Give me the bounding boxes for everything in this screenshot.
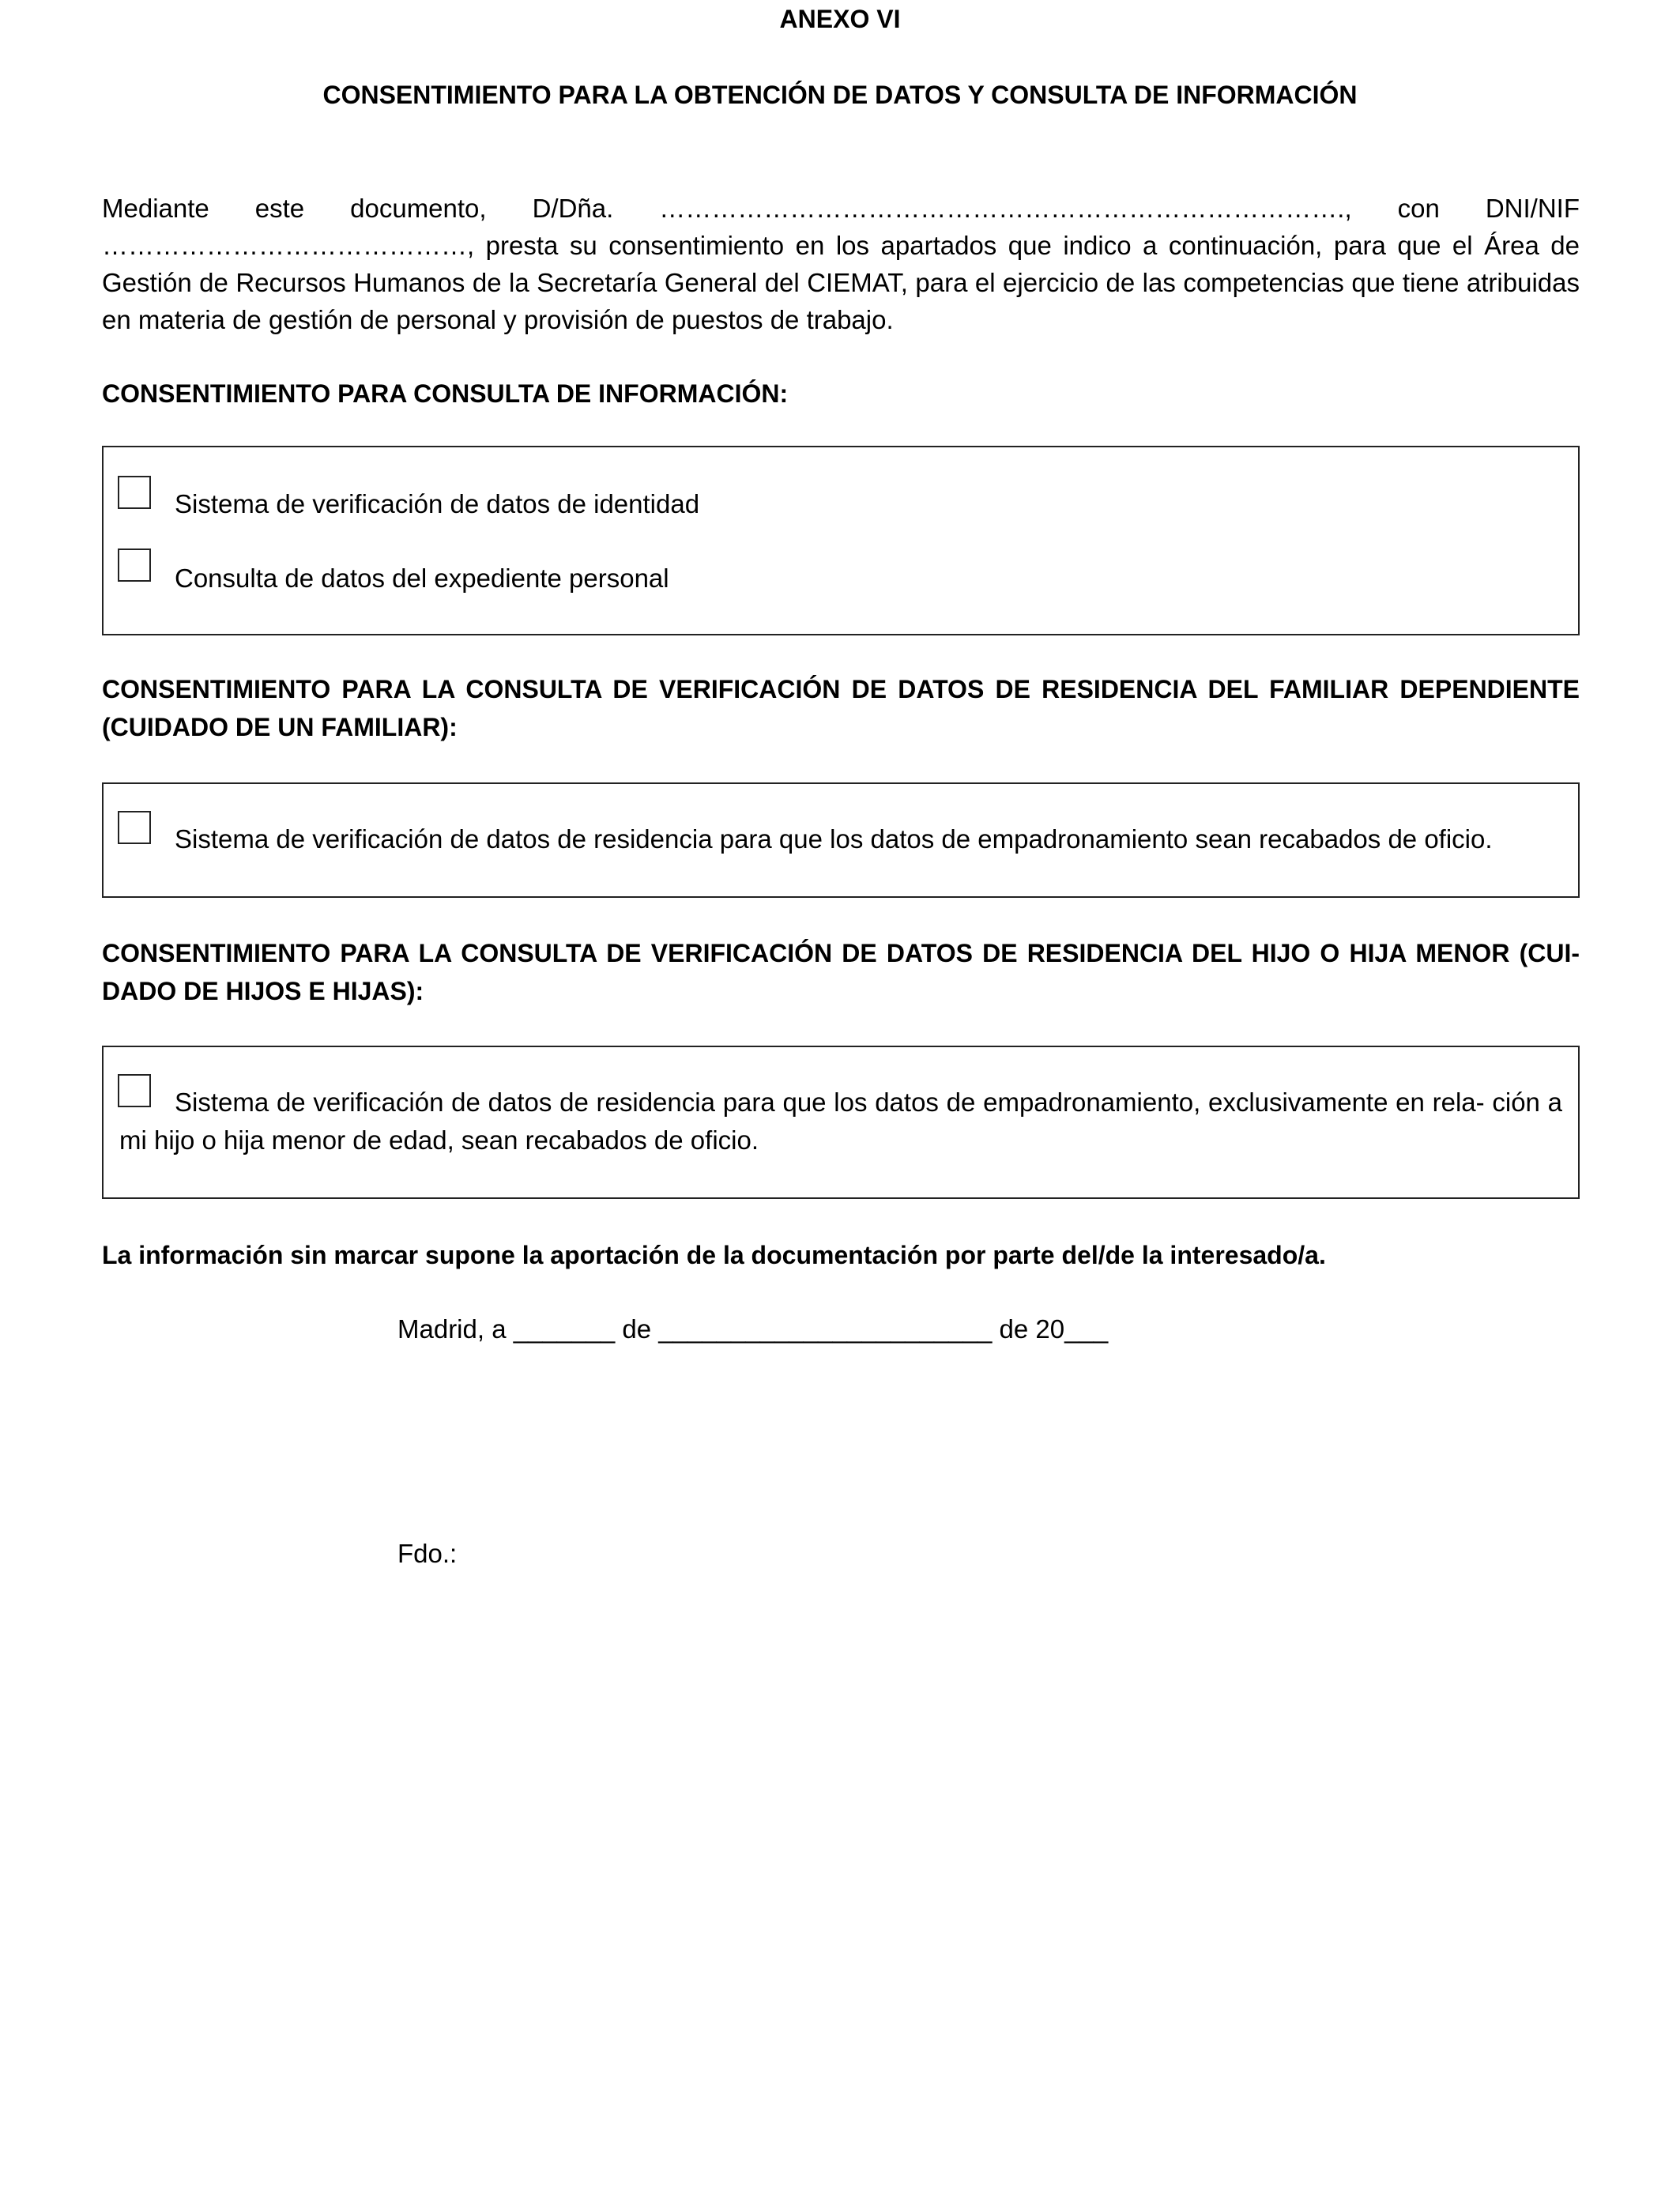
signature-label: Fdo.: bbox=[397, 1539, 458, 1568]
section-heading-dependent-family: CONSENTIMIENTO PARA LA CONSULTA DE VERIFICACIÓN DE DATOS DE RESIDENCIA DEL FAMILIAR DEPENDIENTE (CUIDADO DE UN FAMILIAR): bbox=[102, 675, 1580, 741]
option-label-identity: Sistema de verificación de datos de identidad bbox=[175, 489, 700, 518]
intro-paragraph: Mediante este documento, D/Dña. ……………………………………………………………………., con DNI/NIF ……………………………………, presta su consentimiento en los apartados que indico a continuación, para que el Área de Gestión de Recursos Humanos de la Secretaría General del CIEMAT, para el ejercicio de las competencias que tiene atribuidas en materia de gestión de personal y provisión de puestos de trabajo. bbox=[102, 194, 1580, 334]
consent-box-minor-child bbox=[102, 1046, 1580, 1199]
checkbox-personal-file[interactable] bbox=[118, 548, 151, 582]
section-heading-minor-child: CONSENTIMIENTO PARA LA CONSULTA DE VERIFICACIÓN DE DATOS DE RESIDENCIA DEL HIJO O HIJA MENOR (CUI- DADO DE HIJOS E HIJAS): bbox=[102, 939, 1580, 1005]
option-label-residence-family: Sistema de verificación de datos de residencia para que los datos de empadronamiento sean recabados de oficio. bbox=[175, 824, 1493, 854]
option-label-residence-child: Sistema de verificación de datos de residencia para que los datos de empadronamiento, exclusivamente en rela- ción a mi hijo o hija menor de edad, sean recabados de oficio. bbox=[119, 1088, 1562, 1155]
consent-box-information bbox=[102, 446, 1580, 635]
annex-title: ANEXO VI bbox=[779, 5, 901, 33]
unchecked-info-note: La información sin marcar supone la aportación de la documentación por parte del/de la interesado/a. bbox=[102, 1241, 1326, 1269]
option-label-personal-file: Consulta de datos del expediente personal bbox=[175, 564, 669, 593]
place-date-line: Madrid, a _______ de _______________________ de 20___ bbox=[397, 1314, 1109, 1344]
section-heading-information: CONSENTIMIENTO PARA CONSULTA DE INFORMACIÓN: bbox=[102, 379, 789, 408]
checkbox-identity-verification[interactable] bbox=[118, 476, 151, 509]
document-title: CONSENTIMIENTO PARA LA OBTENCIÓN DE DATOS Y CONSULTA DE INFORMACIÓN bbox=[322, 81, 1358, 109]
checkbox-residence-family[interactable] bbox=[118, 811, 151, 844]
consent-box-dependent-family bbox=[102, 782, 1580, 898]
